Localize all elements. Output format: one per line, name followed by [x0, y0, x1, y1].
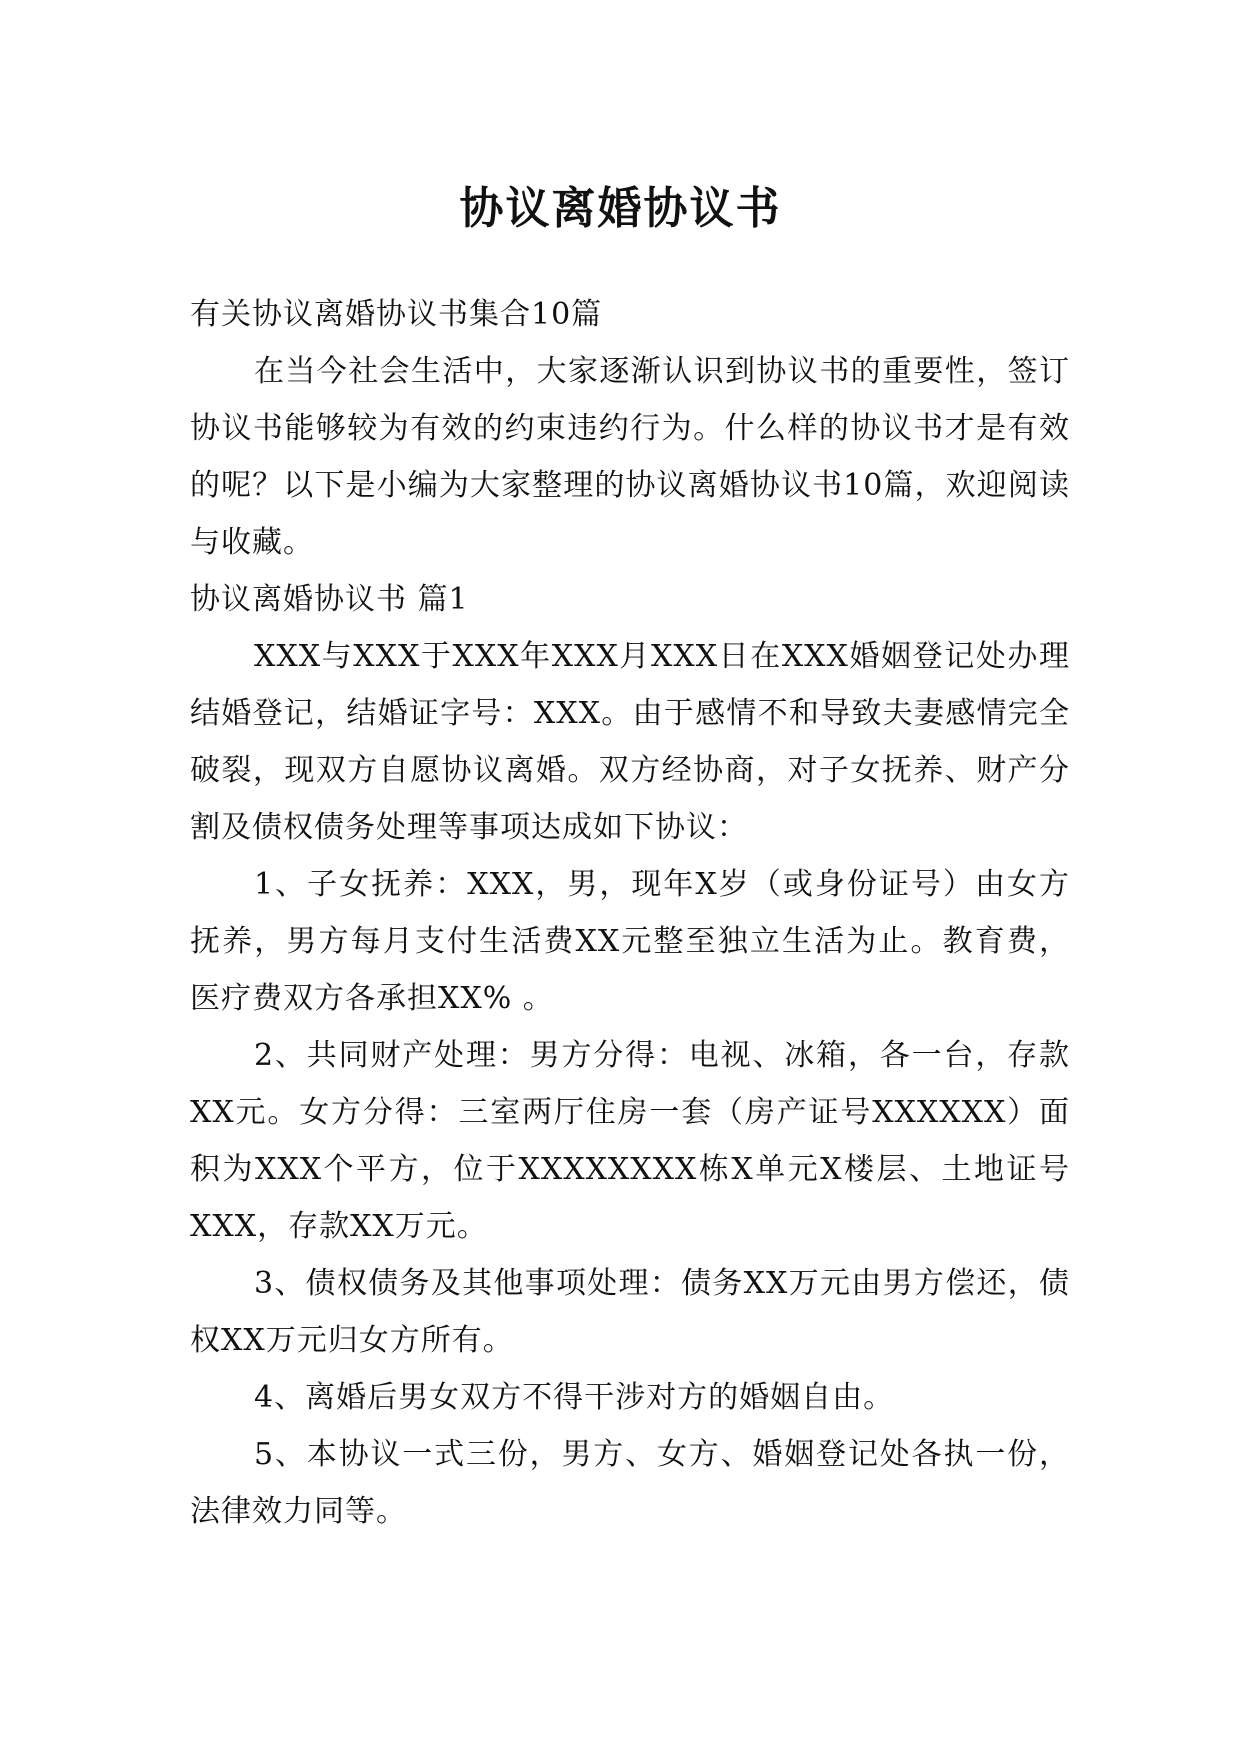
clause-copies: 5、本协议一式三份，男方、女方、婚姻登记处各执一份，法律效力同等。 [190, 1437, 1070, 1529]
document-body [190, 286, 1070, 1540]
body-paragraph: XXX与XXX于XXX年XXX月XXX日在XXX婚姻登记处办理结婚登记，结婚证字号：XXX。由于感情不和导致夫妻感情完全破裂，现双方自愿协议离婚。双方经协商，对子女抚养、财产分割及债权债务处理等事项达成如下协议： [190, 639, 1070, 845]
section-heading: 协议离婚协议书 篇1 [190, 582, 469, 617]
clause-child-custody: 1、子女抚养：XXX，男，现年X岁（或身份证号）由女方抚养，男方每月支付生活费XX元整至独立生活为止。教育费，医疗费双方各承担XX% 。 [190, 867, 1070, 1016]
clause-debts: 3、债权债务及其他事项处理：债务XX万元由男方偿还，债权XX万元归女方所有。 [190, 1266, 1070, 1358]
clause-marriage-freedom: 4、离婚后男女双方不得干涉对方的婚姻自由。 [254, 1380, 895, 1415]
document-title: 协议离婚协议书 [459, 183, 782, 235]
intro-paragraph: 在当今社会生活中，大家逐渐认识到协议书的重要性，签订协议书能够较为有效的约束违约行为。什么样的协议书才是有效的呢？以下是小编为大家整理的协议离婚协议书10篇，欢迎阅读与收藏。 [190, 354, 1070, 560]
clause-property-division: 2、共同财产处理：男方分得：电视、冰箱，各一台，存款XX元。女方分得：三室两厅住房一套（房产证号XXXXXX）面积为XXX个平方，位于XXXXXXXX栋X单元X楼层、土地证号XXX，存款XX万元。 [190, 1038, 1070, 1244]
document-subtitle: 有关协议离婚协议书集合10篇 [190, 297, 603, 332]
